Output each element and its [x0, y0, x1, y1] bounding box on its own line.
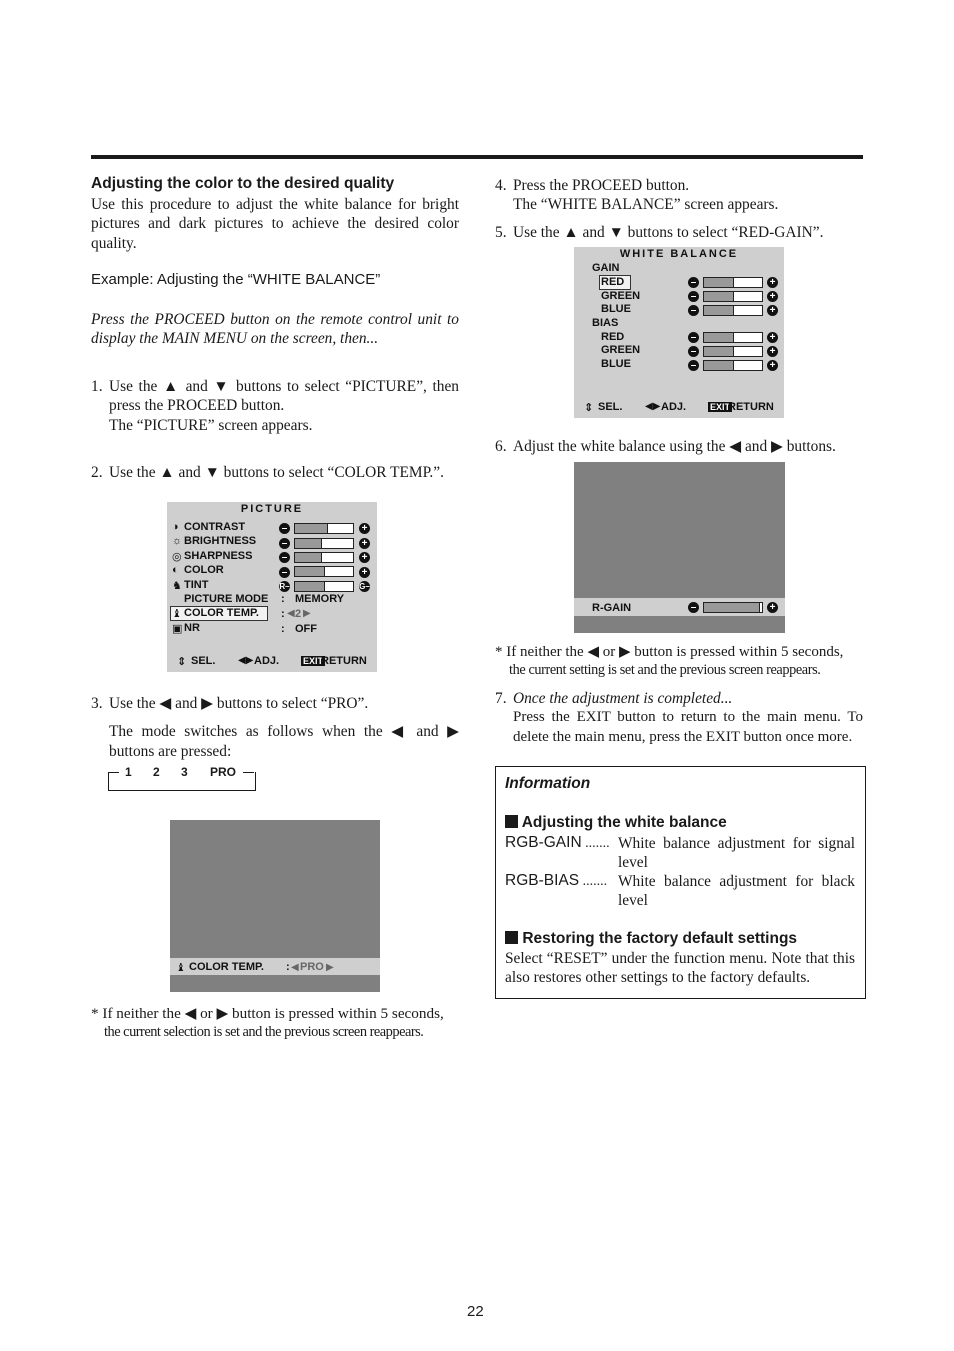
color-plus-icon [359, 567, 370, 578]
step-4-number: 4. [495, 177, 507, 194]
square-bullet-icon [505, 931, 518, 944]
bias-red-plus-icon [767, 332, 778, 343]
gain-blue-slider-fill [704, 306, 734, 315]
white-balance-screen [574, 247, 784, 418]
info-heading: Information [505, 775, 591, 792]
rgb-gain-term: RGB-GAIN ....... [505, 834, 610, 851]
step-3 [91, 694, 459, 761]
brightness-slider-fill [295, 539, 322, 548]
sel-icon: ⇕ [177, 656, 187, 668]
color-label: COLOR [184, 564, 224, 576]
contrast-minus-icon [279, 523, 290, 534]
bias-green-label: GREEN [601, 344, 641, 356]
step-7-number: 7. [495, 690, 507, 707]
picture-mode-colon: : [281, 593, 285, 605]
brightness-plus-icon [359, 538, 370, 549]
bias-blue-slider-fill [704, 361, 734, 370]
rgb-gain-label: RGB-GAIN [505, 834, 582, 851]
contrast-label: CONTRAST [184, 521, 246, 533]
sharpness-plus-icon [359, 552, 370, 563]
mode-2: 2 [153, 765, 160, 779]
bias-green-minus-icon [688, 346, 699, 357]
rgb-bias-desc: White balance adjustment for black level [618, 873, 855, 910]
gain-red-label: RED [601, 276, 625, 288]
info-restore-text: Select “RESET” under the function menu. Note that this also restores other settings to the factory defaults. [505, 950, 855, 987]
step-3-mode-text: The mode switches as follows when the ◀ and ▶ buttons are pressed: [109, 723, 459, 760]
step-6-number: 6. [495, 438, 507, 455]
picture-menu-title: PICTURE [240, 503, 304, 515]
nr-icon: ▣ [172, 623, 183, 635]
nr-colon: : [281, 623, 285, 635]
gain-blue-plus-icon [767, 305, 778, 316]
tint-green-icon [359, 581, 370, 592]
r-gain-label: R-GAIN [592, 602, 632, 614]
bias-blue-minus-icon [688, 360, 699, 371]
step-1-result: The “PICTURE” screen appears. [109, 416, 313, 434]
info-sub2 [505, 930, 797, 948]
r-gain-bar [574, 598, 785, 616]
color-temp-bar-colon: : [286, 961, 290, 973]
gain-blue-minus-icon [688, 305, 699, 316]
sharpness-icon: ◎ [172, 551, 182, 563]
r-gain-screen [574, 462, 785, 633]
bias-green-plus-icon [767, 346, 778, 357]
right-note-line1: * If neither the ◀ or ▶ button is pressed within 5 seconds, [495, 644, 844, 660]
brightness-minus-icon [279, 538, 290, 549]
right-note-line2: the current setting is set and the previous screen reappears. [509, 662, 821, 678]
bias-green-slider-fill [704, 347, 734, 356]
r-gain-slider[interactable] [703, 602, 763, 613]
mode-3: 3 [181, 765, 188, 779]
gain-green-label: GREEN [601, 290, 641, 302]
contrast-slider[interactable] [294, 523, 354, 534]
section-title: Adjusting the color to the desired quality [91, 175, 395, 192]
gain-green-slider-fill [704, 292, 734, 301]
color-slider[interactable] [294, 566, 354, 577]
page-number: 22 [467, 1303, 484, 1320]
return-label: RETURN [321, 655, 367, 667]
brightness-slider[interactable] [294, 538, 354, 549]
step-2 [91, 463, 466, 482]
step-1-number: 1. [91, 378, 103, 395]
color-temp-bar [170, 958, 380, 975]
mode-pro: PRO [210, 765, 237, 779]
left-note-line1: * If neither the ◀ or ▶ button is pressed within 5 seconds, [91, 1005, 444, 1022]
step-6-text: Adjust the white balance using the ◀ and ▶ buttons. [513, 438, 836, 455]
contrast-plus-icon [359, 523, 370, 534]
press-note: Press the PROCEED button on the remote control unit to display the MAIN MENU on the screen, then... [91, 311, 459, 348]
wb-adj-label: ADJ. [661, 401, 687, 413]
bias-label: BIAS [592, 317, 619, 329]
tint-green-letter: G [359, 582, 366, 591]
rgb-gain-desc: White balance adjustment for signal level [618, 835, 855, 872]
mode-1: 1 [125, 765, 132, 779]
step-4-text: Press the PROCEED button. [513, 177, 690, 194]
step-6 [495, 437, 863, 456]
wb-sel-label: SEL. [598, 401, 623, 413]
bias-red-slider-fill [704, 333, 734, 342]
gain-blue-slider[interactable] [703, 305, 763, 316]
bias-red-slider[interactable] [703, 332, 763, 343]
color-temp-icon: ♝ [172, 608, 182, 620]
sharpness-label: SHARPNESS [184, 550, 253, 562]
info-sub1 [505, 814, 727, 832]
color-temp-bar-label: COLOR TEMP. [189, 961, 264, 973]
sharpness-minus-icon [279, 552, 290, 563]
nr-label: NR [184, 622, 200, 634]
step-7-lead: Once the adjustment is completed... [513, 690, 733, 707]
information-box [495, 766, 866, 999]
step-4 [495, 176, 863, 215]
step-5 [495, 223, 863, 242]
rgb-bias-label: RGB-BIAS [505, 872, 580, 889]
wb-exit-icon: EXIT [710, 402, 731, 412]
left-note-line2: the current selection is set and the previous screen reappears. [104, 1024, 424, 1040]
adj-icon: ◀▶ [238, 655, 254, 666]
contrast-icon: ◑ [172, 521, 179, 533]
r-gain-minus-icon [688, 602, 699, 613]
white-balance-title: WHITE BALANCE [619, 248, 739, 260]
bias-blue-label: BLUE [601, 358, 631, 370]
top-rule [91, 155, 863, 159]
r-gain-slider-fill [704, 603, 760, 612]
rgb-bias-term: RGB-BIAS ....... [505, 872, 608, 889]
step-7 [495, 689, 863, 747]
info-sub1-text: Adjusting the white balance [521, 814, 727, 831]
step-1 [91, 377, 459, 435]
wb-adj-icon: ◀▶ [645, 401, 661, 412]
tint-slider[interactable] [294, 581, 354, 592]
bias-blue-slider[interactable] [703, 360, 763, 371]
color-temp-value: 2 [295, 608, 302, 620]
tint-slider-fill [295, 582, 325, 591]
step-3-text: Use the ◀ and ▶ buttons to select “PRO”. [109, 695, 369, 712]
tint-red-letter: R [279, 582, 286, 591]
bias-green-slider[interactable] [703, 346, 763, 357]
gain-red-minus-icon [688, 277, 699, 288]
picture-menu-screen [167, 502, 377, 672]
color-temp-colon: : [281, 608, 285, 620]
gain-red-plus-icon [767, 277, 778, 288]
color-temp-bar-left-arrow[interactable]: ◀ [291, 962, 299, 973]
r-gain-plus-icon [767, 602, 778, 613]
wb-return-label: RETURN [728, 401, 774, 413]
color-temp-left-arrow[interactable]: ◀ [287, 608, 295, 619]
step-2-number: 2. [91, 464, 103, 481]
gain-green-slider[interactable] [703, 291, 763, 302]
brightness-icon: ☼ [172, 535, 183, 547]
square-bullet-icon [505, 815, 518, 828]
picture-mode-value: MEMORY [295, 593, 345, 605]
exit-icon: EXIT [303, 656, 324, 666]
gain-red-slider[interactable] [703, 277, 763, 288]
sharpness-slider-fill [295, 553, 322, 562]
sel-label: SEL. [191, 655, 216, 667]
step-7-text: Press the EXIT button to return to the main menu. To delete the main menu, press the EXIT button once more. [513, 709, 863, 745]
tint-red-icon [279, 581, 290, 592]
step-5-text: Use the ▲ and ▼ buttons to select “RED-GAIN”. [513, 224, 824, 241]
bias-blue-plus-icon [767, 360, 778, 371]
color-minus-icon [279, 567, 290, 578]
tint-label: TINT [184, 579, 209, 591]
color-temp-bar-value: PRO [300, 961, 324, 973]
color-temp-bar-icon: ♝ [176, 962, 186, 974]
color-temp-right-arrow[interactable]: ▶ [303, 608, 311, 619]
gain-label: GAIN [592, 262, 620, 274]
step-3-number: 3. [91, 695, 103, 712]
step-1-text: Use the ▲ and ▼ buttons to select “PICTURE”, then press the PROCEED button. [109, 378, 459, 415]
sharpness-slider[interactable] [294, 552, 354, 563]
intro-paragraph: Use this procedure to adjust the white balance for bright pictures and dark pictures to achieve the desired color quality. [91, 196, 459, 252]
adj-label: ADJ. [254, 655, 280, 667]
gain-green-minus-icon [688, 291, 699, 302]
color-temp-label: COLOR TEMP. [184, 607, 259, 619]
info-sub2-text: Restoring the factory default settings [522, 930, 798, 947]
color-slider-fill [295, 567, 325, 576]
wb-sel-icon: ⇕ [584, 402, 594, 414]
color-temp-screen [170, 820, 380, 992]
tint-icon: ♞ [172, 580, 182, 592]
nr-value: OFF [295, 623, 317, 635]
step-5-number: 5. [495, 224, 507, 241]
gain-red-slider-fill [704, 278, 734, 287]
color-icon: ◐ [172, 564, 179, 576]
example-label: Example: Adjusting the “WHITE BALANCE” [91, 271, 381, 288]
step-2-text: Use the ▲ and ▼ buttons to select “COLOR TEMP.”. [109, 464, 444, 481]
brightness-label: BRIGHTNESS [184, 535, 257, 547]
step-4-result: The “WHITE BALANCE” screen appears. [513, 196, 779, 214]
mode-cycle-left-tick [108, 772, 119, 773]
color-temp-bar-right-arrow[interactable]: ▶ [326, 962, 334, 973]
bias-red-minus-icon [688, 332, 699, 343]
mode-cycle-right-tick [243, 772, 254, 773]
bias-red-label: RED [601, 331, 625, 343]
gain-blue-label: BLUE [601, 303, 631, 315]
contrast-slider-fill [295, 524, 328, 533]
picture-mode-label: PICTURE MODE [184, 593, 269, 605]
gain-green-plus-icon [767, 291, 778, 302]
